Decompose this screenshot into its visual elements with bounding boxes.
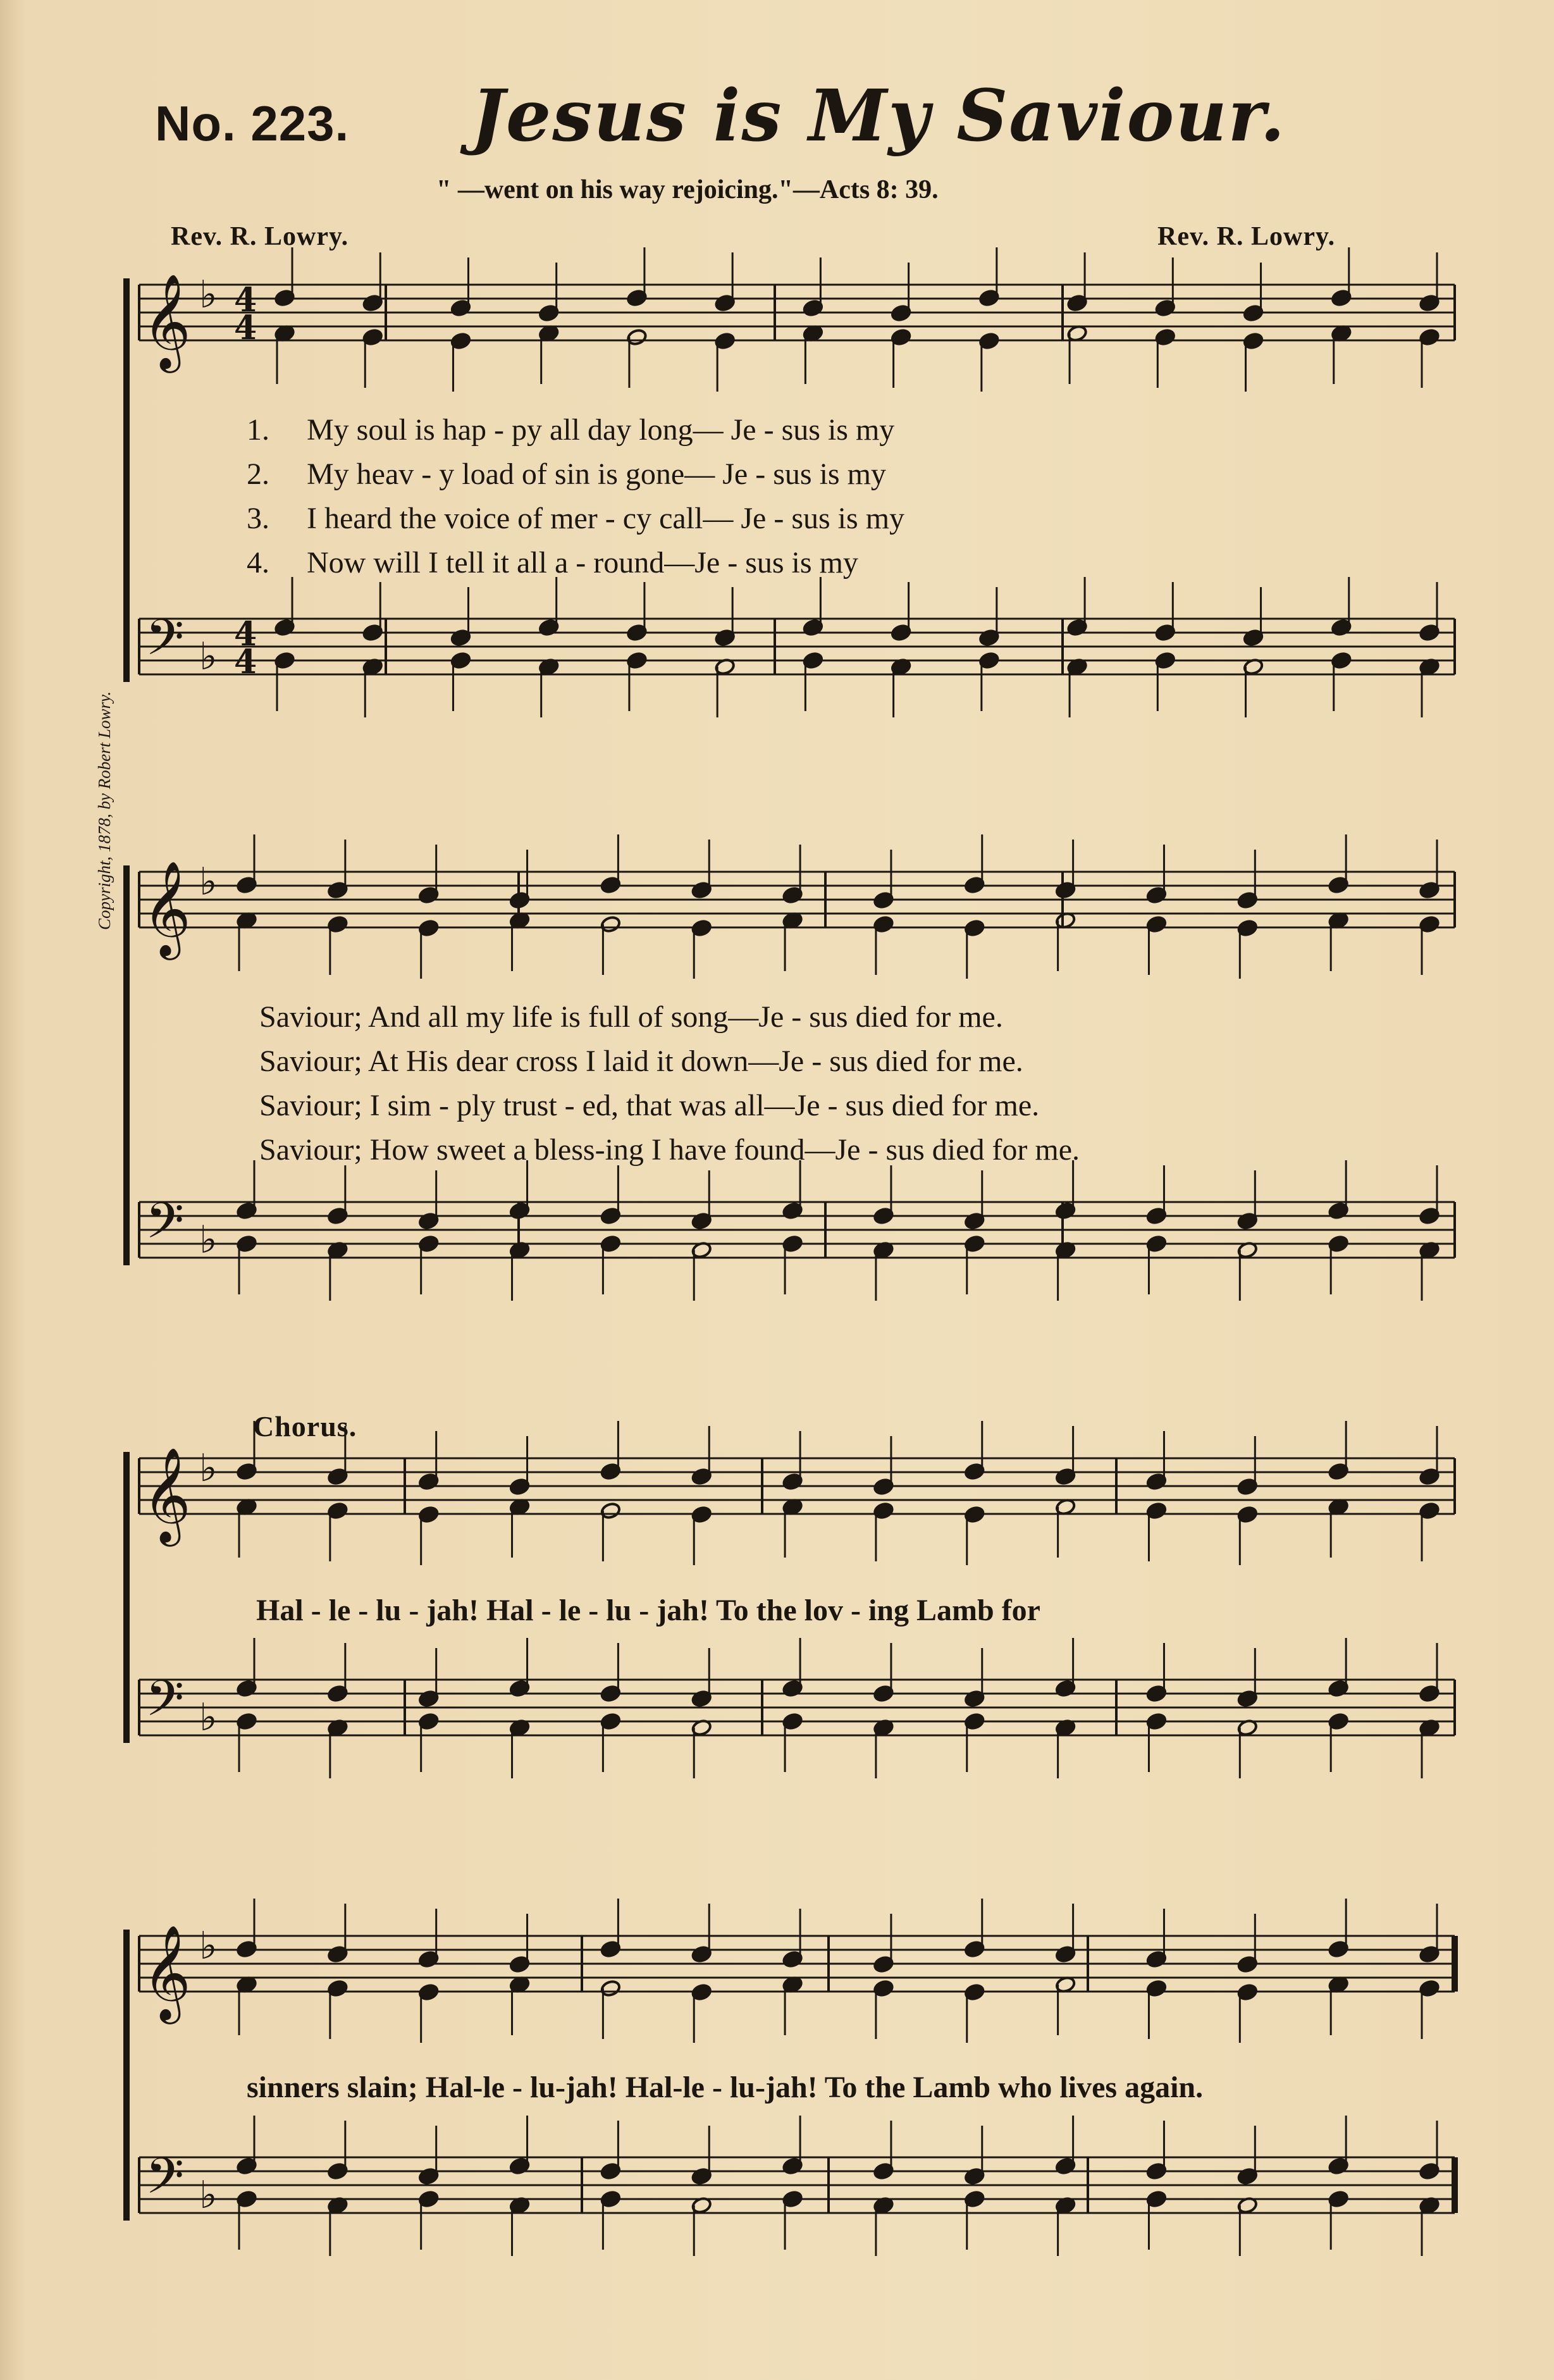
flat-sign: ♭ bbox=[199, 2173, 218, 2217]
hymn-number: No. 223. bbox=[155, 96, 350, 151]
treble-clef: 𝄞 bbox=[142, 1446, 191, 1542]
flat-sign: ♭ bbox=[199, 1446, 218, 1491]
verse-4-text-2: Saviour; How sweet a bless-ing I have found—Je - sus died for me. bbox=[259, 1133, 1080, 1167]
flat-sign: ♭ bbox=[199, 860, 218, 904]
bass-clef: 𝄢 bbox=[145, 609, 185, 679]
verse-3-line-1: 3. bbox=[247, 502, 269, 535]
chorus-lyrics-2: sinners slain; Hal-le - lu-jah! Hal-le - lu-jah! To the Lamb who lives again. bbox=[247, 2071, 1204, 2104]
bass-clef: 𝄢 bbox=[145, 1193, 185, 1262]
treble-clef: 𝄞 bbox=[142, 1924, 191, 2020]
chorus-label: Chorus. bbox=[253, 1410, 357, 1442]
time-signature: 4 bbox=[234, 281, 257, 319]
words-credit: Rev. R. Lowry. bbox=[171, 222, 349, 251]
verse-2-line-1: 2. bbox=[247, 457, 269, 491]
verse-3-text-2: Saviour; I sim - ply trust - ed, that was all—Je - sus died for me. bbox=[259, 1089, 1040, 1122]
verse-4-line-1: 4. bbox=[247, 546, 269, 580]
verse-4-text-1: Now will I tell it all a - round—Je - sus is my bbox=[307, 546, 858, 580]
treble-clef: 𝄞 bbox=[142, 273, 191, 369]
flat-sign: ♭ bbox=[199, 1218, 218, 1262]
chorus-lyrics-1: Hal - le - lu - jah! Hal - le - lu - jah! To the lov - ing Lamb for bbox=[256, 1594, 1040, 1627]
copyright-notice: Copyright, 1878, by Robert Lowry. bbox=[95, 691, 114, 930]
music-credit: Rev. R. Lowry. bbox=[1157, 222, 1336, 251]
flat-sign: ♭ bbox=[199, 635, 218, 679]
flat-sign: ♭ bbox=[199, 1924, 218, 1968]
verse-3-text-1: I heard the voice of mer - cy call— Je - sus is my bbox=[307, 502, 905, 535]
flat-sign: ♭ bbox=[199, 273, 218, 317]
bass-clef: 𝄢 bbox=[145, 1670, 185, 1740]
time-signature: 4 bbox=[234, 615, 257, 654]
verse-1-text-2: Saviour; And all my life is full of song—Je - sus died for me. bbox=[259, 1000, 1003, 1034]
time-signature: 4 bbox=[234, 643, 257, 681]
treble-clef: 𝄞 bbox=[142, 860, 191, 956]
time-signature: 4 bbox=[234, 309, 257, 347]
verse-2-text-2: Saviour; At His dear cross I laid it down—Je - sus died for me. bbox=[259, 1044, 1023, 1078]
verse-1-text-1: My soul is hap - py all day long— Je - sus is my bbox=[307, 413, 895, 447]
verse-1-line-1: 1. bbox=[247, 413, 269, 447]
verse-2-text-1: My heav - y load of sin is gone— Je - sus is my bbox=[307, 457, 886, 491]
flat-sign: ♭ bbox=[199, 1695, 218, 1740]
scripture-reference: " —went on his way rejoicing."—Acts 8: 39. bbox=[436, 175, 939, 204]
hymn-title: Jesus is My Saviour. bbox=[471, 75, 1286, 158]
bass-clef: 𝄢 bbox=[145, 2148, 185, 2217]
